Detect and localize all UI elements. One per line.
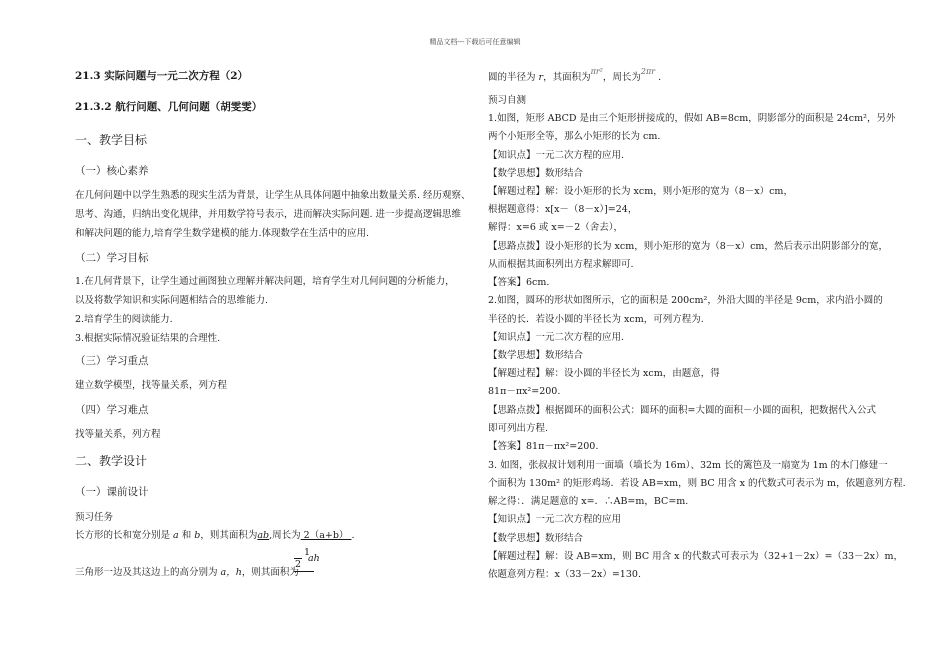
subsection-core-literacy: （一）核心素养	[75, 165, 149, 177]
subsection-difficulties: （四）学习难点	[75, 404, 149, 416]
circle-area-formula: πr²	[590, 67, 603, 76]
thinking-hint: 【思路点拨】根据圆环的面积公式：圆环的面积=大圆的面积－小圆的面积，把数据代入公式	[488, 405, 876, 416]
rectangle-question: 长方形的长和宽分别是 a 和 b，则其面积为ab,周长为 2（a+b） .	[75, 530, 355, 541]
rectangle-area-answer: ab	[257, 530, 270, 541]
thinking-hint: 【思路点拨】设小矩形的长为 xcm，则小矩形的宽为（8－x）cm，然后表示出阴影部分的宽，	[488, 241, 888, 252]
triangle-area-fraction: 1 ah 2	[294, 547, 320, 570]
solution-process: 【解题过程】解：设 AB=xm，则 BC 用含 x 的代数式可表示为（32+1－2x）=（33－2x）m，	[488, 551, 904, 562]
subsection-key-points: （三）学习重点	[75, 355, 149, 367]
goal-item: 1.在几何背景下，让学生通过画图独立理解并解决问题，培育学生对几何问题的分析能力，	[75, 276, 455, 287]
preview-task-label: 预习任务	[75, 512, 114, 523]
solution-line: 81π－πx²=200.	[488, 386, 561, 397]
self-test-label: 预习自测	[488, 95, 527, 106]
solution-process: 【解题过程】解：设小矩形的长为 xcm，则小矩形的宽为（8－x）cm，	[488, 186, 793, 197]
thinking-hint: 从而根据其面积列出方程求解即可.	[488, 259, 634, 270]
section-teaching-goals: 一、教学目标	[75, 133, 148, 147]
goal-item: 2.培育学生的阅读能力.	[75, 314, 173, 325]
answer: 【答案】81π－πx²=200.	[488, 441, 599, 452]
math-thinking: 【数学思想】数形结合	[488, 350, 584, 361]
paragraph-line: 思考、沟通，归纳出变化规律，并用数学符号表示，进而解决实际问题. 进一步提高逻辑思维	[75, 209, 462, 220]
question-line: 解之得：．满足题意的 x=．∴AB=m，BC=m.	[488, 496, 689, 507]
knowledge-point: 【知识点】一元二次方程的应用.	[488, 332, 625, 343]
solution-line: 解得：x=6 或 x=－2（舍去），	[488, 222, 624, 233]
knowledge-point: 【知识点】一元二次方程的应用	[488, 514, 622, 525]
solution-line: 根据题意得：x[x－（8－x）]=24，	[488, 204, 638, 215]
key-point-text: 建立数学模型，找等量关系，列方程	[75, 380, 228, 391]
section-teaching-design: 二、教学设计	[75, 454, 148, 468]
page-header: 精品文档---下载后可任意编辑	[429, 38, 521, 46]
difficulty-text: 找等量关系，列方程	[75, 429, 161, 440]
question-line: 两个小矩形全等，那么小矩形的长为 cm.	[488, 131, 661, 142]
thinking-hint: 即可列出方程.	[488, 423, 549, 434]
goal-item: 以及将数学知识和实际问题相结合的思维能力.	[75, 295, 269, 306]
circle-perimeter-formula: 2πr	[640, 67, 656, 76]
question-line: 个面积为 130m² 的矩形鸡场．若设 AB=xm，则 BC 用含 x 的代数式可表示为 m，依题意列方程.	[488, 478, 906, 489]
circle-question: 圆的半径为 r，其面积为$^{\pi r^2}$，周长为$^{2\pi r}$ .	[488, 67, 662, 83]
question-line: 1.如图，矩形 ABCD 是由三个矩形拼接成的，假如 AB=8cm，阴影部分的面积是 24cm²，另外	[488, 113, 896, 124]
solution-process: 【解题过程】解：设小圆的半径长为 xcm，由题意，得	[488, 368, 720, 379]
math-thinking: 【数学思想】数形结合	[488, 533, 584, 544]
knowledge-point: 【知识点】一元二次方程的应用.	[488, 150, 625, 161]
triangle-question: 三角形一边及其这边上的高分别为 a，h，则其面积为	[75, 567, 299, 578]
question-line: 2.如图，圆环的形状如图所示，它的面积是 200cm²，外沿大圆的半径是 9cm，求内沿小圆的	[488, 295, 883, 306]
question-line: 半径的长．若设小圆的半径长为 xcm，可列方程为.	[488, 314, 704, 325]
paragraph-line: 在几何问题中以学生熟悉的现实生活为背景，让学生从具体问题中抽象出数量关系. 经历观察、	[75, 190, 471, 201]
lesson-subtitle: 21.3.2 航行问题、几何问题（胡雯雯）	[75, 101, 263, 113]
subsection-learning-goals: （二）学习目标	[75, 252, 149, 264]
question-line: 3. 如图，张叔叔计划利用一面墙（墙长为 16m）、32m 长的篱笆及一扇宽为 1m 的木门修建一	[488, 460, 888, 471]
math-thinking: 【数学思想】数形结合	[488, 168, 584, 179]
solution-line: 依题意列方程：x（33－2x）=130.	[488, 569, 641, 580]
paragraph-line: 和解决问题的能力,培育学生数学建模的能力.体现数学在生活中的应用.	[75, 228, 370, 239]
rectangle-perimeter-answer: 2（a+b）	[300, 530, 352, 541]
lesson-title: 21.3 实际问题与一元二次方程（2）	[75, 70, 249, 82]
answer: 【答案】6cm.	[488, 277, 550, 288]
subsection-pre-class: （一）课前设计	[75, 486, 149, 498]
goal-item: 3.根据实际情况验证结果的合理性.	[75, 333, 221, 344]
